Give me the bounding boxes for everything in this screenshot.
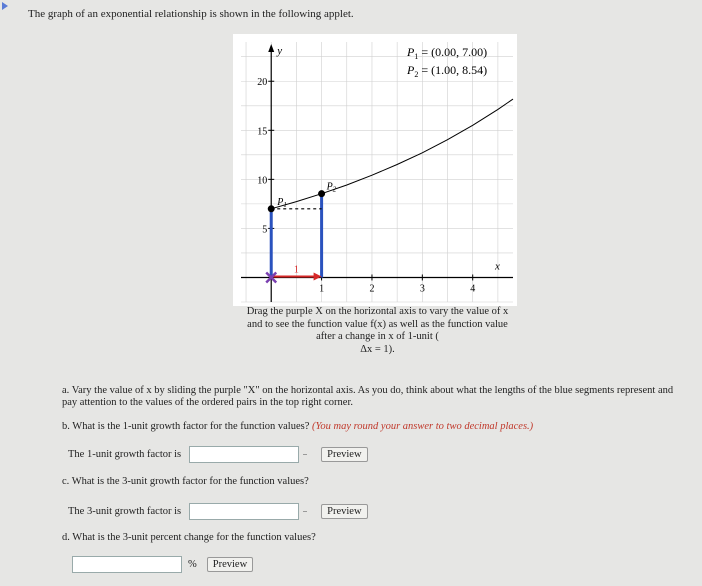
x-tick-label: 3: [419, 283, 425, 295]
y-axis-label: y: [277, 45, 283, 57]
p2-readout: $P_2 = (1.00$, 8.54): [407, 63, 488, 79]
divider: [303, 511, 307, 512]
question-b: [62, 421, 682, 433]
x-axis-label: x: [495, 260, 500, 273]
intro-text: The graph of an exponential relationship is shown in the following applet.: [28, 8, 354, 20]
question-a: a. Vary the value of x by sliding the purple "X" on the horizontal axis. As you do, think about what the lengths of the blue segments represent and pay attention to the values of the ordered pairs in the top right corner.: [62, 385, 674, 408]
point-p1-label: $P_1$: [277, 196, 287, 209]
answer-c-label: The 3-unit growth factor is: [68, 506, 182, 517]
exponential-graph[interactable]: [233, 34, 517, 306]
question-d: d. What is the 3-unit percent change for the function values?: [62, 532, 316, 543]
divider: [303, 454, 307, 455]
answer-row-d: [68, 556, 253, 573]
y-tick-label: 15: [257, 126, 268, 138]
delta-marker-label: 1: [293, 264, 299, 276]
point-p2: [318, 190, 325, 197]
question-b-text: b. What is the 1-unit growth factor for the function values?: [62, 421, 310, 432]
point-p1: [268, 205, 275, 212]
percent-unit: %: [188, 559, 197, 570]
growth-factor-1-input[interactable]: [189, 446, 299, 463]
y-tick-label: 10: [257, 175, 268, 187]
x-tick-label: 2: [369, 283, 375, 295]
y-tick-label: 20: [257, 77, 268, 89]
growth-factor-3-input[interactable]: [189, 503, 299, 520]
y-tick-label: 5: [262, 224, 268, 236]
preview-button-d[interactable]: Preview: [207, 557, 253, 572]
applet-caption: [240, 306, 515, 356]
graph-applet[interactable]: [233, 34, 517, 306]
answer-b-label: The 1-unit growth factor is: [68, 449, 182, 460]
percent-change-input[interactable]: [72, 556, 182, 573]
point-p2-label: $P_2$: [326, 181, 337, 194]
question-b-hint: (You may round your answer to two decimal places.): [312, 421, 534, 432]
p1-readout: $P_1 = (0.00$, 7.00): [407, 45, 488, 61]
preview-button-b[interactable]: Preview: [321, 447, 367, 462]
answer-row-b: [68, 446, 368, 463]
x-tick-label: 4: [470, 283, 476, 295]
collapse-arrow-icon[interactable]: [2, 2, 8, 10]
preview-button-c[interactable]: Preview: [321, 504, 367, 519]
question-c: c. What is the 3-unit growth factor for the function values?: [62, 476, 309, 487]
caption-text: Drag the purple X on the horizontal axis to vary the value of x and to see the function value f(x) as well as the function value after a change in x of 1-unit (: [246, 306, 509, 342]
caption-delta: Δx = 1).: [360, 343, 395, 355]
exponential-curve: [271, 99, 513, 209]
answer-row-c: [68, 503, 368, 520]
x-tick-label: 1: [319, 283, 325, 295]
y-axis-arrow-icon: [268, 44, 274, 52]
